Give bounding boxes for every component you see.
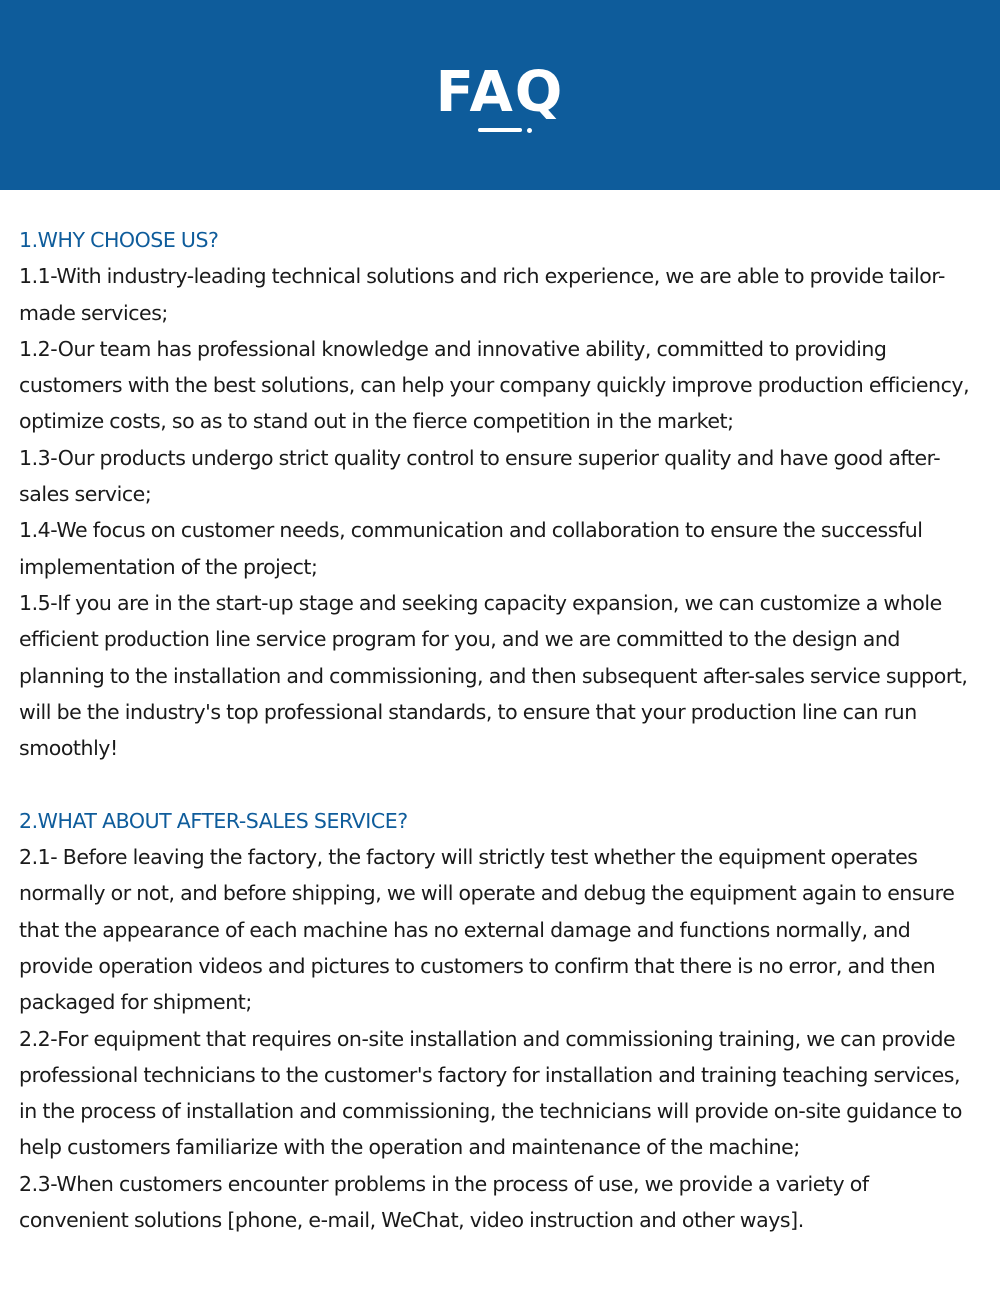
- section-heading-why-choose-us: 1.WHY CHOOSE US?: [19, 228, 219, 252]
- title-underline-dot: [527, 128, 532, 133]
- section-heading-after-sales: 2.WHAT ABOUT AFTER-SALES SERVICE?: [19, 808, 408, 833]
- faq-content: [19, 222, 981, 1238]
- answer-item-1-4: 1.4-We focus on customer needs, communication and collaboration to ensure the successful implementation of the project;: [19, 518, 923, 579]
- title-underline: [478, 128, 522, 132]
- answer-item-2-2: 2.2-For equipment that requires on-site installation and commissioning training, we can provide professional technicians to the customer's factory for installation and training teaching services, in the process of installation and commissioning, the technicians will provide on-site guidance to help customers familiarize with the operation and maintenance of the machine;: [19, 1026, 962, 1160]
- section-spacer: [19, 766, 981, 802]
- faq-banner: [0, 0, 1000, 190]
- answer-item-1-2: 1.2-Our team has professional knowledge and innovative ability, committed to providing customers with the best solutions, can help your company quickly improve production efficiency, optimize costs, so as to stand out in the fierce competition in the market;: [19, 336, 970, 434]
- page-title: FAQ: [435, 60, 565, 125]
- answer-item-1-3: 1.3-Our products undergo strict quality control to ensure superior quality and have good after-sales service;: [19, 445, 941, 507]
- answer-item-2-1: 2.1- Before leaving the factory, the factory will strictly test whether the equipment operates normally or not, and before shipping, we will operate and debug the equipment again to ensure that the appearance of each machine has no external damage and functions normally, and provide operation videos and pictures to customers to confirm that there is no error, and then packaged for shipment;: [19, 845, 955, 1015]
- answer-item-1-5: 1.5-If you are in the start-up stage and seeking capacity expansion, we can customize a whole efficient production line service program for you, and we are committed to the design and planning to the installation and commissioning, and then subsequent after-sales service support, will be the industry's top professional standards, to ensure that your production line can run smoothly!: [19, 590, 968, 761]
- answer-item-1-1: 1.1-With industry-leading technical solutions and rich experience, we are able to provide tailor-made services;: [19, 264, 945, 325]
- answer-item-2-3: 2.3-When customers encounter problems in the process of use, we provide a variety of convenient solutions [phone, e-mail, WeChat, video instruction and other ways].: [19, 1171, 869, 1233]
